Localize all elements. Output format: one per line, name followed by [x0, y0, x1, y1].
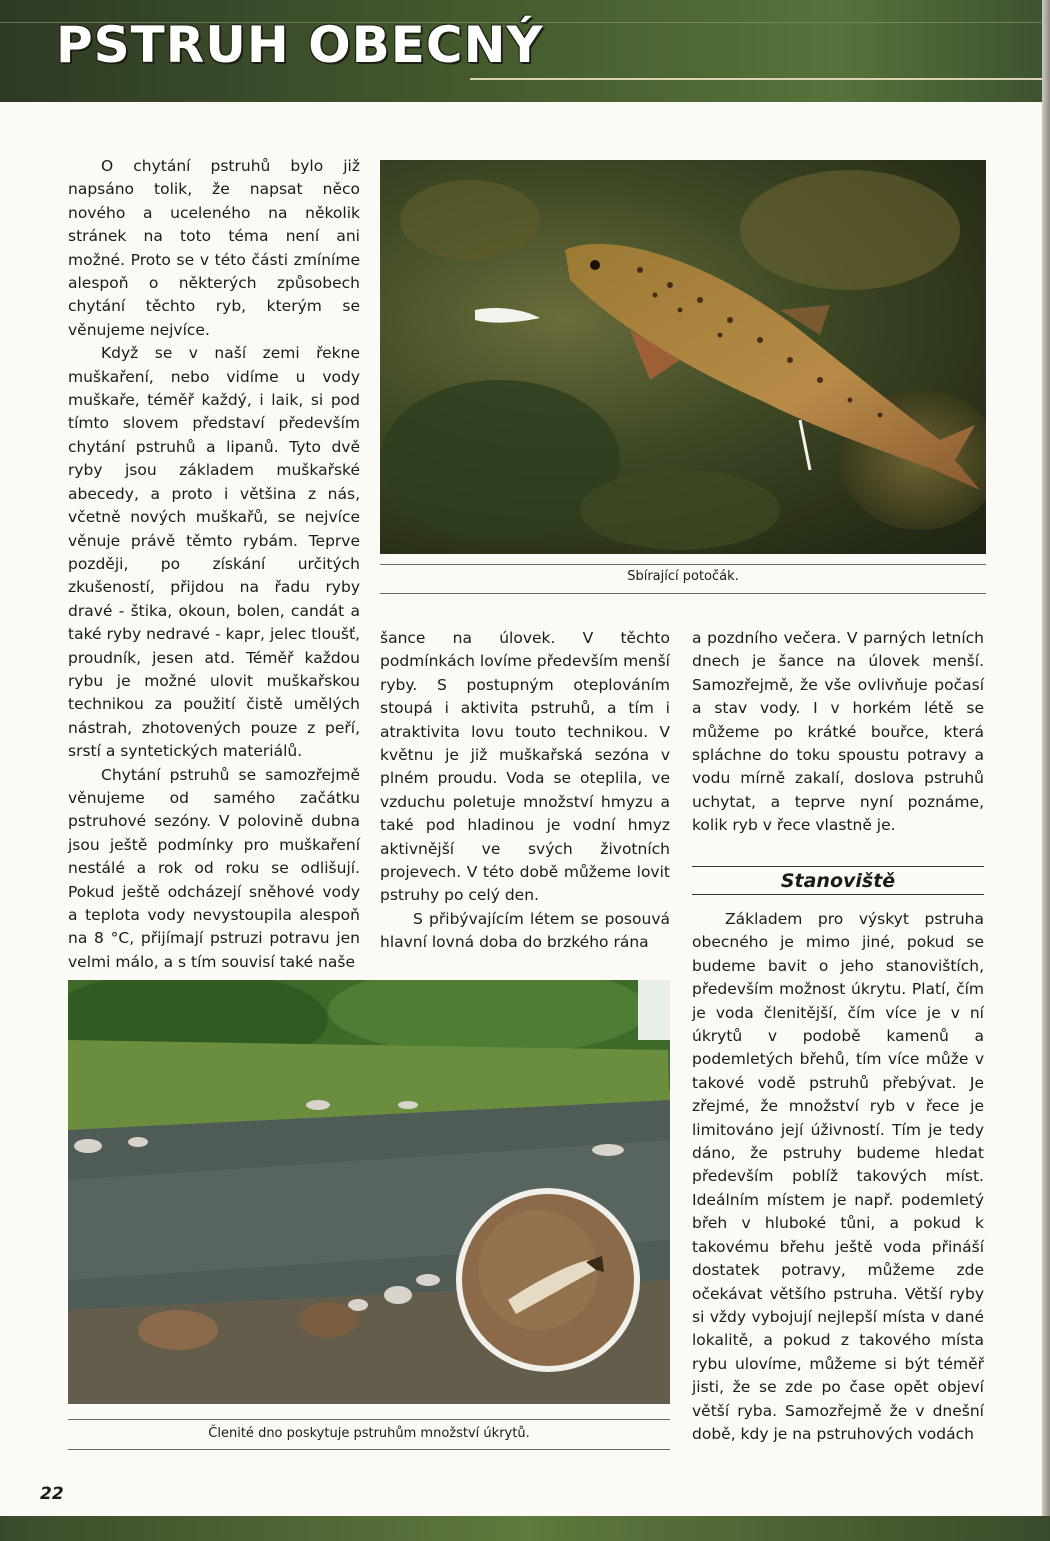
page-title: PSTRUH OBECNÝ: [56, 16, 544, 74]
paragraph: O chytání pstruhů bylo již napsáno tolik, že napsat něco nového a uceleného na několik stránek na toto téma není ani možné. Proto se v této části zmíníme alespoň o některých způsobech chytání těchto ryb, kterým se věnujeme nejvíce.: [68, 157, 360, 339]
subheading-rule: [692, 894, 984, 895]
section-heading: Stanoviště: [780, 870, 896, 892]
stream-photo-caption: Členité dno poskytuje pstruhům množství úkrytů.: [208, 1426, 530, 1441]
page-number: 22: [40, 1484, 64, 1504]
caption-rule: [68, 1419, 670, 1420]
trout-photo-caption: Sbírající potočák.: [627, 569, 739, 584]
text-column-3-continued: [692, 908, 984, 1446]
subheading-rule: [692, 866, 984, 867]
paragraph: S přibývajícím létem se posouvá hlavní lovná doba do brzkého rána: [380, 909, 670, 952]
paragraph: šance na úlovek. V těchto podmínkách lovíme především menší ryby. S postupným oteplováním stoupá i aktivita pstruhů, a tím i atraktivita lovu touto technikou. V květnu je již muškařská sezóna v plném proudu. Voda se oteplila, ve vzduchu poletuje množství hmyzu a také pod hladinou je vodní hmyz aktivnější ve svých životních projevech. V této době můžeme lovit pstruhy po celý den.: [380, 629, 670, 905]
header-banner: [0, 0, 1050, 102]
text-column-3: [692, 627, 984, 838]
caption-rule: [380, 564, 986, 565]
page-edge: [1042, 0, 1050, 1541]
stream-photo: [68, 980, 670, 1404]
stream-illustration: [68, 980, 670, 1404]
caption-rule: [380, 593, 986, 594]
footer-bar: [0, 1516, 1050, 1541]
paragraph: Základem pro výskyt pstruha obecného je mimo jiné, pokud se budeme bavit o jeho stanovištích, především možnost úkrytu. Platí, čím je voda členitější, čím více je v ní úkrytů v podobě kamenů a podemletých břehů, tím více může v takové vodě pstruhů přebývat. Je zřejmé, že množství ryb v řece je limitováno její úživností. Tím je tedy dáno, že pstruhy budeme hledat především poblíž takových míst. Ideálním místem je např. podemletý břeh v hluboké tůni, a pokud k takovému břehu ještě voda přináší dostatek potravy, můžeme zde očekávat většího pstruha. Větší ryby si vždy vybojují nejlepší místa v dané lokalitě, a pokud z takového místa rybu ulovíme, můžeme si být téměř jisti, že se zde po čase opět objeví větší ryba. Samozřejmě že v dnešní době, kdy je na pstruhových vodách: [692, 910, 984, 1443]
trout-illustration: [380, 160, 986, 554]
text-column-2: [380, 627, 670, 955]
text-column-1: [68, 155, 360, 974]
caption-rule: [68, 1449, 670, 1450]
banner-underline: [470, 78, 1042, 80]
paragraph: Chytání pstruhů se samozřejmě věnujeme od samého začátku pstruhové sezóny. V polovině dubna jsou ještě podmínky pro muškaření nestálé a rok od roku se odlišují. Pokud ještě odcházejí sněhové vody a teplota vody nevystoupila alespoň na 8 °C, přijímají pstruzi potravu jen velmi málo, a s tím souvisí také naše: [68, 765, 360, 971]
paragraph: a pozdního večera. V parných letních dnech je šance na úlovek menší. Samozřejmě, že vše ovlivňuje počasí a stav vody. I v horkém létě se můžeme po krátké bouřce, která spláchne do toku spoustu potravy a vodu mírně zakalí, doslova pstruhů uchytat, a teprve nyní poznáme, kolik ryb v řece vlastně je.: [692, 629, 984, 835]
paragraph: Když se v naší zemi řekne muškaření, nebo vidíme u vody muškaře, téměř každý, i laik, si pod tímto slovem představí především chytání pstruhů a lipanů. Tyto dvě ryby jsou základem muškařské abecedy, a proto i většina z nás, včetně nových muškařů, se nejvíce věnuje právě těmto rybám. Teprve později, po získání určitých zkušeností, přijdou na řadu ryby dravé - štika, okoun, bolen, candát a také ryby nedravé - kapr, jelec tloušť, proudník, jesen atd. Téměř každou rybu je možné ulovit muškařskou technikou za použití čistě umělých nástrah, zhotovených pouze z peří, srstí a syntetických materiálů.: [68, 344, 360, 761]
trout-photo: [380, 160, 986, 554]
